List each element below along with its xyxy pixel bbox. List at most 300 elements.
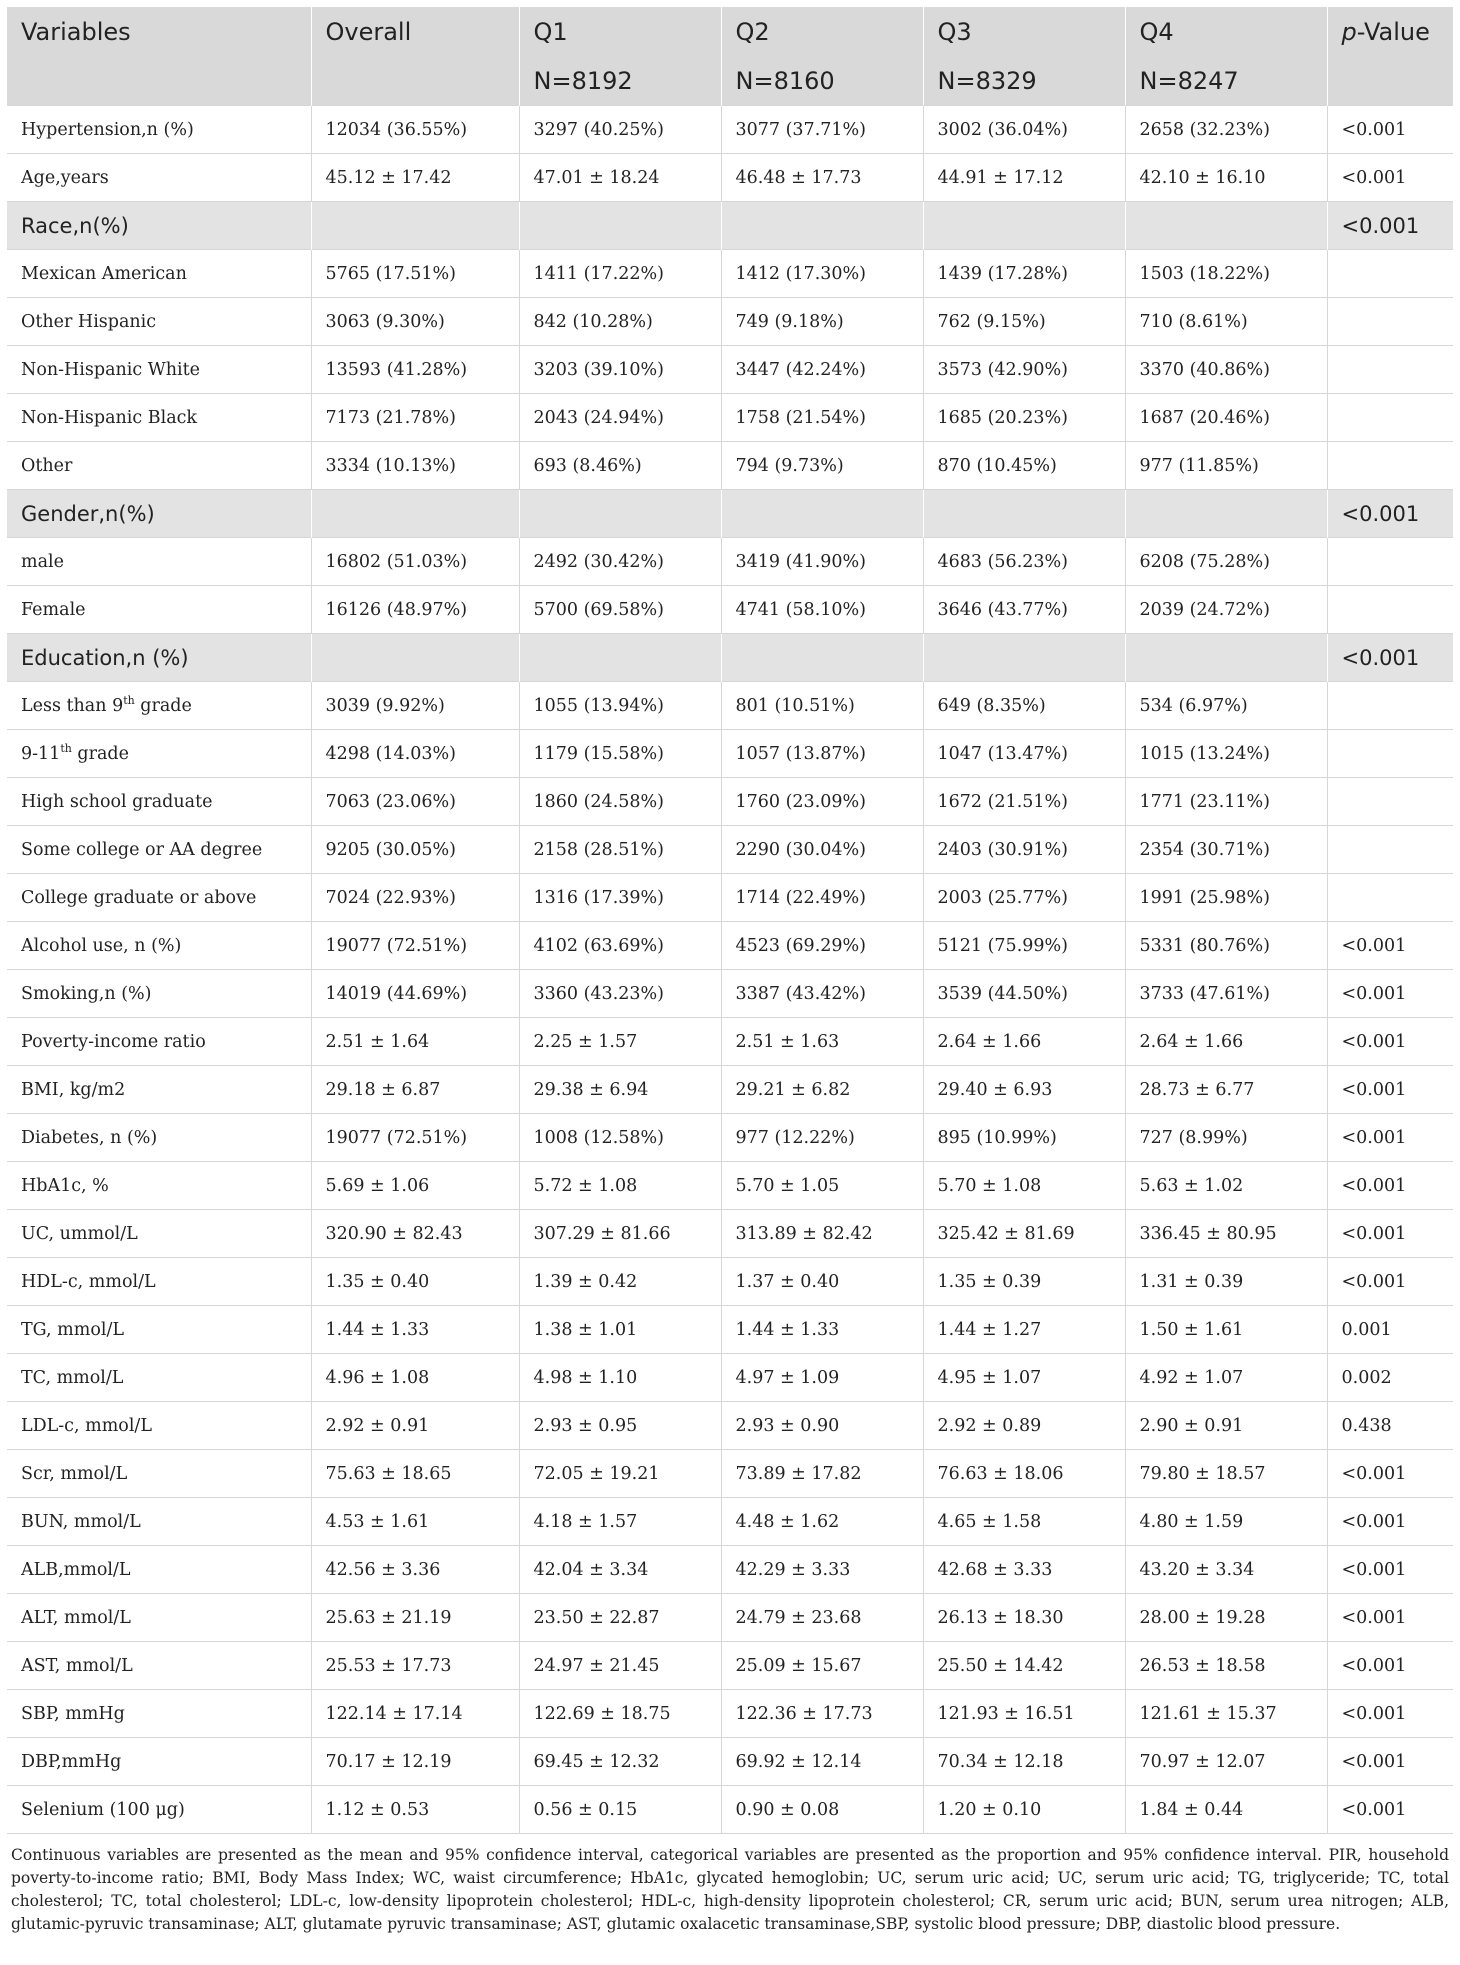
- value-cell: 26.53 ± 18.58: [1125, 1642, 1327, 1690]
- value-cell: 2158 (28.51%): [519, 826, 721, 874]
- value-cell: 122.36 ± 17.73: [721, 1690, 923, 1738]
- value-cell: 79.80 ± 18.57: [1125, 1450, 1327, 1498]
- value-cell: 1.35 ± 0.40: [311, 1258, 519, 1306]
- row-label: Non-Hispanic White: [7, 346, 311, 394]
- table-row: [7, 1642, 1453, 1690]
- row-label-suffix: grade: [134, 695, 192, 716]
- value-cell: 693 (8.46%): [519, 442, 721, 490]
- row-label: Education,n (%): [7, 634, 311, 682]
- row-label: Alcohol use, n (%): [7, 922, 311, 970]
- row-label: HbA1c, %: [7, 1162, 311, 1210]
- value-cell: 1055 (13.94%): [519, 682, 721, 730]
- p-value-cell: <0.001: [1327, 1018, 1453, 1066]
- value-cell: 28.00 ± 19.28: [1125, 1594, 1327, 1642]
- value-cell: 2043 (24.94%): [519, 394, 721, 442]
- value-cell: 1760 (23.09%): [721, 778, 923, 826]
- p-value-cell: [1327, 250, 1453, 298]
- value-cell: 25.50 ± 14.42: [923, 1642, 1125, 1690]
- value-cell: 1.44 ± 1.33: [311, 1306, 519, 1354]
- value-cell: 19077 (72.51%): [311, 922, 519, 970]
- value-cell: 842 (10.28%): [519, 298, 721, 346]
- value-cell: 72.05 ± 19.21: [519, 1450, 721, 1498]
- value-cell: 76.63 ± 18.06: [923, 1450, 1125, 1498]
- value-cell: 1.12 ± 0.53: [311, 1786, 519, 1834]
- value-cell: [1125, 634, 1327, 682]
- p-value-cell: [1327, 298, 1453, 346]
- value-cell: [519, 490, 721, 538]
- header-q1: Q1: [519, 7, 721, 56]
- value-cell: 3063 (9.30%): [311, 298, 519, 346]
- row-label-suffix: grade: [71, 743, 129, 764]
- value-cell: [519, 202, 721, 250]
- header-p-italic: p: [1341, 17, 1357, 46]
- row-label: Poverty-income ratio: [7, 1018, 311, 1066]
- row-label: Scr, mmol/L: [7, 1450, 311, 1498]
- p-value-cell: <0.001: [1327, 922, 1453, 970]
- value-cell: 749 (9.18%): [721, 298, 923, 346]
- row-label: Mexican American: [7, 250, 311, 298]
- value-cell: 70.17 ± 12.19: [311, 1738, 519, 1786]
- row-label-text: 9-11: [21, 743, 61, 764]
- value-cell: 649 (8.35%): [923, 682, 1125, 730]
- row-label: TG, mmol/L: [7, 1306, 311, 1354]
- header-n-q2: N=8160: [721, 56, 923, 106]
- row-label: BMI, kg/m2: [7, 1066, 311, 1114]
- value-cell: 3297 (40.25%): [519, 106, 721, 154]
- value-cell: 870 (10.45%): [923, 442, 1125, 490]
- value-cell: 801 (10.51%): [721, 682, 923, 730]
- table-row: [7, 1546, 1453, 1594]
- value-cell: 1008 (12.58%): [519, 1114, 721, 1162]
- value-cell: 25.09 ± 15.67: [721, 1642, 923, 1690]
- table-row: [7, 1786, 1453, 1834]
- p-value-cell: [1327, 394, 1453, 442]
- table-row: [7, 298, 1453, 346]
- p-value-cell: <0.001: [1327, 1066, 1453, 1114]
- p-value-cell: [1327, 538, 1453, 586]
- value-cell: 2354 (30.71%): [1125, 826, 1327, 874]
- value-cell: 122.69 ± 18.75: [519, 1690, 721, 1738]
- row-label: TC, mmol/L: [7, 1354, 311, 1402]
- value-cell: 1057 (13.87%): [721, 730, 923, 778]
- table-row: [7, 538, 1453, 586]
- value-cell: 1672 (21.51%): [923, 778, 1125, 826]
- table-row: [7, 1690, 1453, 1738]
- value-cell: 24.97 ± 21.45: [519, 1642, 721, 1690]
- table-row: [7, 1162, 1453, 1210]
- value-cell: 313.89 ± 82.42: [721, 1210, 923, 1258]
- value-cell: 2492 (30.42%): [519, 538, 721, 586]
- value-cell: 75.63 ± 18.65: [311, 1450, 519, 1498]
- value-cell: 5.70 ± 1.05: [721, 1162, 923, 1210]
- value-cell: 13593 (41.28%): [311, 346, 519, 394]
- value-cell: 1860 (24.58%): [519, 778, 721, 826]
- value-cell: 19077 (72.51%): [311, 1114, 519, 1162]
- row-label: High school graduate: [7, 778, 311, 826]
- table-row: [7, 346, 1453, 394]
- value-cell: 2.25 ± 1.57: [519, 1018, 721, 1066]
- table-row: [7, 826, 1453, 874]
- value-cell: [311, 634, 519, 682]
- value-cell: 16802 (51.03%): [311, 538, 519, 586]
- row-label: male: [7, 538, 311, 586]
- value-cell: 5121 (75.99%): [923, 922, 1125, 970]
- p-value-cell: [1327, 874, 1453, 922]
- value-cell: 4298 (14.03%): [311, 730, 519, 778]
- table-header: [7, 7, 1453, 106]
- value-cell: 42.29 ± 3.33: [721, 1546, 923, 1594]
- value-cell: 9205 (30.05%): [311, 826, 519, 874]
- value-cell: 5.72 ± 1.08: [519, 1162, 721, 1210]
- value-cell: 2.51 ± 1.64: [311, 1018, 519, 1066]
- value-cell: 2039 (24.72%): [1125, 586, 1327, 634]
- p-value-cell: <0.001: [1327, 202, 1453, 250]
- table-row: [7, 250, 1453, 298]
- row-label: [7, 682, 311, 730]
- row-label: Other Hispanic: [7, 298, 311, 346]
- p-value-cell: <0.001: [1327, 1594, 1453, 1642]
- value-cell: 5765 (17.51%): [311, 250, 519, 298]
- value-cell: 895 (10.99%): [923, 1114, 1125, 1162]
- value-cell: 12034 (36.55%): [311, 106, 519, 154]
- value-cell: [311, 202, 519, 250]
- value-cell: 3447 (42.24%): [721, 346, 923, 394]
- value-cell: 3002 (36.04%): [923, 106, 1125, 154]
- p-value-cell: <0.001: [1327, 1738, 1453, 1786]
- value-cell: 24.79 ± 23.68: [721, 1594, 923, 1642]
- value-cell: 4.53 ± 1.61: [311, 1498, 519, 1546]
- p-value-cell: <0.001: [1327, 490, 1453, 538]
- value-cell: 7063 (23.06%): [311, 778, 519, 826]
- value-cell: 29.38 ± 6.94: [519, 1066, 721, 1114]
- row-label: ALT, mmol/L: [7, 1594, 311, 1642]
- value-cell: 5.70 ± 1.08: [923, 1162, 1125, 1210]
- table-row: [7, 1018, 1453, 1066]
- header-p-value: [1327, 7, 1453, 56]
- value-cell: 3360 (43.23%): [519, 970, 721, 1018]
- table-row: [7, 1450, 1453, 1498]
- table-row: [7, 1210, 1453, 1258]
- table-row: [7, 154, 1453, 202]
- row-label: Hypertension,n (%): [7, 106, 311, 154]
- value-cell: [1125, 202, 1327, 250]
- value-cell: 2.64 ± 1.66: [923, 1018, 1125, 1066]
- p-value-cell: [1327, 826, 1453, 874]
- value-cell: 2.90 ± 0.91: [1125, 1402, 1327, 1450]
- p-value-cell: <0.001: [1327, 1114, 1453, 1162]
- value-cell: 710 (8.61%): [1125, 298, 1327, 346]
- p-value-cell: <0.001: [1327, 634, 1453, 682]
- value-cell: 1.35 ± 0.39: [923, 1258, 1125, 1306]
- value-cell: 2403 (30.91%): [923, 826, 1125, 874]
- value-cell: 3539 (44.50%): [923, 970, 1125, 1018]
- value-cell: 1.38 ± 1.01: [519, 1306, 721, 1354]
- value-cell: 42.04 ± 3.34: [519, 1546, 721, 1594]
- p-value-cell: <0.001: [1327, 1546, 1453, 1594]
- value-cell: 2.51 ± 1.63: [721, 1018, 923, 1066]
- value-cell: 3419 (41.90%): [721, 538, 923, 586]
- header-variables: Variables: [7, 7, 311, 56]
- ordinal-superscript: th: [60, 741, 72, 755]
- header-n-p-value: [1327, 56, 1453, 106]
- value-cell: 4.96 ± 1.08: [311, 1354, 519, 1402]
- value-cell: 1714 (22.49%): [721, 874, 923, 922]
- value-cell: 45.12 ± 17.42: [311, 154, 519, 202]
- value-cell: 4102 (63.69%): [519, 922, 721, 970]
- value-cell: [1125, 490, 1327, 538]
- value-cell: 3334 (10.13%): [311, 442, 519, 490]
- table-row: [7, 1258, 1453, 1306]
- value-cell: 1991 (25.98%): [1125, 874, 1327, 922]
- value-cell: 307.29 ± 81.66: [519, 1210, 721, 1258]
- value-cell: 73.89 ± 17.82: [721, 1450, 923, 1498]
- row-label: Female: [7, 586, 311, 634]
- p-value-cell: <0.001: [1327, 1162, 1453, 1210]
- baseline-characteristics-table: [7, 7, 1453, 1834]
- value-cell: 2290 (30.04%): [721, 826, 923, 874]
- value-cell: 25.63 ± 21.19: [311, 1594, 519, 1642]
- value-cell: 1503 (18.22%): [1125, 250, 1327, 298]
- value-cell: 3573 (42.90%): [923, 346, 1125, 394]
- value-cell: 122.14 ± 17.14: [311, 1690, 519, 1738]
- p-value-cell: <0.001: [1327, 970, 1453, 1018]
- section-row: [7, 634, 1453, 682]
- row-label: Other: [7, 442, 311, 490]
- table-row: [7, 778, 1453, 826]
- value-cell: 69.45 ± 12.32: [519, 1738, 721, 1786]
- value-cell: 762 (9.15%): [923, 298, 1125, 346]
- table-row: [7, 586, 1453, 634]
- value-cell: 121.93 ± 16.51: [923, 1690, 1125, 1738]
- p-value-cell: [1327, 442, 1453, 490]
- value-cell: 3387 (43.42%): [721, 970, 923, 1018]
- section-row: [7, 490, 1453, 538]
- p-value-cell: <0.001: [1327, 1210, 1453, 1258]
- header-n-variables: [7, 56, 311, 106]
- table-row: [7, 922, 1453, 970]
- value-cell: 1411 (17.22%): [519, 250, 721, 298]
- row-label: Smoking,n (%): [7, 970, 311, 1018]
- value-cell: 3733 (47.61%): [1125, 970, 1327, 1018]
- value-cell: 70.34 ± 12.18: [923, 1738, 1125, 1786]
- value-cell: 42.68 ± 3.33: [923, 1546, 1125, 1594]
- header-row-2: [7, 56, 1453, 106]
- row-label: LDL-c, mmol/L: [7, 1402, 311, 1450]
- value-cell: 29.18 ± 6.87: [311, 1066, 519, 1114]
- value-cell: 1685 (20.23%): [923, 394, 1125, 442]
- header-p-rest: -Value: [1356, 17, 1430, 46]
- section-row: [7, 202, 1453, 250]
- value-cell: 6208 (75.28%): [1125, 538, 1327, 586]
- table-row: [7, 394, 1453, 442]
- value-cell: 4.80 ± 1.59: [1125, 1498, 1327, 1546]
- value-cell: 1316 (17.39%): [519, 874, 721, 922]
- row-label-text: Less than 9: [21, 695, 124, 716]
- value-cell: 5700 (69.58%): [519, 586, 721, 634]
- value-cell: 44.91 ± 17.12: [923, 154, 1125, 202]
- value-cell: 1.20 ± 0.10: [923, 1786, 1125, 1834]
- p-value-cell: [1327, 730, 1453, 778]
- row-label: Non-Hispanic Black: [7, 394, 311, 442]
- p-value-cell: <0.001: [1327, 1690, 1453, 1738]
- value-cell: 70.97 ± 12.07: [1125, 1738, 1327, 1786]
- value-cell: 7173 (21.78%): [311, 394, 519, 442]
- row-label: Age,years: [7, 154, 311, 202]
- p-value-cell: <0.001: [1327, 1450, 1453, 1498]
- value-cell: 25.53 ± 17.73: [311, 1642, 519, 1690]
- value-cell: [721, 202, 923, 250]
- table-row: [7, 1114, 1453, 1162]
- p-value-cell: 0.001: [1327, 1306, 1453, 1354]
- value-cell: 4.65 ± 1.58: [923, 1498, 1125, 1546]
- row-label: HDL-c, mmol/L: [7, 1258, 311, 1306]
- value-cell: 1179 (15.58%): [519, 730, 721, 778]
- table-row: [7, 730, 1453, 778]
- p-value-cell: <0.001: [1327, 1498, 1453, 1546]
- value-cell: [923, 202, 1125, 250]
- value-cell: 14019 (44.69%): [311, 970, 519, 1018]
- value-cell: 1.44 ± 1.33: [721, 1306, 923, 1354]
- table-row: [7, 1594, 1453, 1642]
- value-cell: 1412 (17.30%): [721, 250, 923, 298]
- value-cell: 2.64 ± 1.66: [1125, 1018, 1327, 1066]
- value-cell: 5.63 ± 1.02: [1125, 1162, 1327, 1210]
- row-label: Gender,n(%): [7, 490, 311, 538]
- header-n-q1: N=8192: [519, 56, 721, 106]
- value-cell: 1.37 ± 0.40: [721, 1258, 923, 1306]
- header-q3: Q3: [923, 7, 1125, 56]
- value-cell: [519, 634, 721, 682]
- header-q4: Q4: [1125, 7, 1327, 56]
- row-label: DBP,mmHg: [7, 1738, 311, 1786]
- value-cell: 1758 (21.54%): [721, 394, 923, 442]
- table-row: [7, 970, 1453, 1018]
- p-value-cell: <0.001: [1327, 1642, 1453, 1690]
- value-cell: 43.20 ± 3.34: [1125, 1546, 1327, 1594]
- header-n-q3: N=8329: [923, 56, 1125, 106]
- p-value-cell: <0.001: [1327, 154, 1453, 202]
- value-cell: 325.42 ± 81.69: [923, 1210, 1125, 1258]
- p-value-cell: 0.438: [1327, 1402, 1453, 1450]
- table-row: [7, 1066, 1453, 1114]
- row-label: Selenium (100 μg): [7, 1786, 311, 1834]
- value-cell: 794 (9.73%): [721, 442, 923, 490]
- value-cell: 28.73 ± 6.77: [1125, 1066, 1327, 1114]
- value-cell: 1687 (20.46%): [1125, 394, 1327, 442]
- value-cell: 69.92 ± 12.14: [721, 1738, 923, 1786]
- value-cell: 977 (11.85%): [1125, 442, 1327, 490]
- value-cell: 4741 (58.10%): [721, 586, 923, 634]
- value-cell: 1.50 ± 1.61: [1125, 1306, 1327, 1354]
- table-row: [7, 1306, 1453, 1354]
- value-cell: 47.01 ± 18.24: [519, 154, 721, 202]
- value-cell: 727 (8.99%): [1125, 1114, 1327, 1162]
- value-cell: 4.97 ± 1.09: [721, 1354, 923, 1402]
- table-row: [7, 682, 1453, 730]
- value-cell: 3039 (9.92%): [311, 682, 519, 730]
- row-label: SBP, mmHg: [7, 1690, 311, 1738]
- value-cell: 1047 (13.47%): [923, 730, 1125, 778]
- row-label: Race,n(%): [7, 202, 311, 250]
- value-cell: 0.56 ± 0.15: [519, 1786, 721, 1834]
- table-row: [7, 874, 1453, 922]
- value-cell: 3370 (40.86%): [1125, 346, 1327, 394]
- value-cell: 534 (6.97%): [1125, 682, 1327, 730]
- header-overall: Overall: [311, 7, 519, 56]
- p-value-cell: [1327, 682, 1453, 730]
- table-footnote: Continuous variables are presented as the mean and 95% confidence interval, categorical variables are presented as the proportion and 95% confidence interval. PIR, household poverty-to-income ratio; BMI, Body Mass Index; WC, waist circumference; HbA1c, glycated hemoglobin; UC, serum uric acid; UC, serum uric acid; TG, triglyceride; TC, total cholesterol; TC, total cholesterol; LDL-c, low-density lipoprotein cholesterol; HDL-c, high-density lipoprotein cholesterol; CR, serum uric acid; BUN, serum urea nitrogen; ALB, glutamic-pyruvic transaminase; ALT, glutamate pyruvic transaminase; AST, glutamic oxalacetic transaminase,SBP, systolic blood pressure; DBP, diastolic blood pressure.: [11, 1846, 1449, 1933]
- table-body: [7, 106, 1453, 1834]
- value-cell: 5.69 ± 1.06: [311, 1162, 519, 1210]
- value-cell: 4.95 ± 1.07: [923, 1354, 1125, 1402]
- value-cell: 7024 (22.93%): [311, 874, 519, 922]
- table-row: [7, 106, 1453, 154]
- header-q2: Q2: [721, 7, 923, 56]
- value-cell: [721, 490, 923, 538]
- header-n-q4: N=8247: [1125, 56, 1327, 106]
- value-cell: 29.21 ± 6.82: [721, 1066, 923, 1114]
- row-label: AST, mmol/L: [7, 1642, 311, 1690]
- header-row-1: [7, 7, 1453, 56]
- value-cell: 1439 (17.28%): [923, 250, 1125, 298]
- value-cell: 336.45 ± 80.95: [1125, 1210, 1327, 1258]
- row-label: BUN, mmol/L: [7, 1498, 311, 1546]
- value-cell: 3077 (37.71%): [721, 106, 923, 154]
- p-value-cell: <0.001: [1327, 106, 1453, 154]
- p-value-cell: 0.002: [1327, 1354, 1453, 1402]
- value-cell: 2658 (32.23%): [1125, 106, 1327, 154]
- value-cell: 16126 (48.97%): [311, 586, 519, 634]
- value-cell: 46.48 ± 17.73: [721, 154, 923, 202]
- value-cell: 121.61 ± 15.37: [1125, 1690, 1327, 1738]
- value-cell: [923, 490, 1125, 538]
- value-cell: 4523 (69.29%): [721, 922, 923, 970]
- value-cell: 4.48 ± 1.62: [721, 1498, 923, 1546]
- value-cell: 1.31 ± 0.39: [1125, 1258, 1327, 1306]
- ordinal-superscript: th: [123, 693, 135, 707]
- header-n-overall: [311, 56, 519, 106]
- p-value-cell: <0.001: [1327, 1258, 1453, 1306]
- value-cell: [311, 490, 519, 538]
- row-label: Some college or AA degree: [7, 826, 311, 874]
- table-row: [7, 442, 1453, 490]
- value-cell: 0.90 ± 0.08: [721, 1786, 923, 1834]
- row-label: UC, ummol/L: [7, 1210, 311, 1258]
- value-cell: 1.44 ± 1.27: [923, 1306, 1125, 1354]
- table-row: [7, 1498, 1453, 1546]
- value-cell: 1.84 ± 0.44: [1125, 1786, 1327, 1834]
- value-cell: 42.10 ± 16.10: [1125, 154, 1327, 202]
- value-cell: 320.90 ± 82.43: [311, 1210, 519, 1258]
- value-cell: 3203 (39.10%): [519, 346, 721, 394]
- value-cell: 4.92 ± 1.07: [1125, 1354, 1327, 1402]
- value-cell: [721, 634, 923, 682]
- value-cell: 4683 (56.23%): [923, 538, 1125, 586]
- p-value-cell: [1327, 586, 1453, 634]
- row-label: ALB,mmol/L: [7, 1546, 311, 1594]
- value-cell: 1.39 ± 0.42: [519, 1258, 721, 1306]
- value-cell: [923, 634, 1125, 682]
- value-cell: 26.13 ± 18.30: [923, 1594, 1125, 1642]
- value-cell: 23.50 ± 22.87: [519, 1594, 721, 1642]
- table-row: [7, 1402, 1453, 1450]
- value-cell: 2.93 ± 0.90: [721, 1402, 923, 1450]
- row-label: College graduate or above: [7, 874, 311, 922]
- table-row: [7, 1354, 1453, 1402]
- row-label: [7, 730, 311, 778]
- value-cell: 2.93 ± 0.95: [519, 1402, 721, 1450]
- p-value-cell: [1327, 778, 1453, 826]
